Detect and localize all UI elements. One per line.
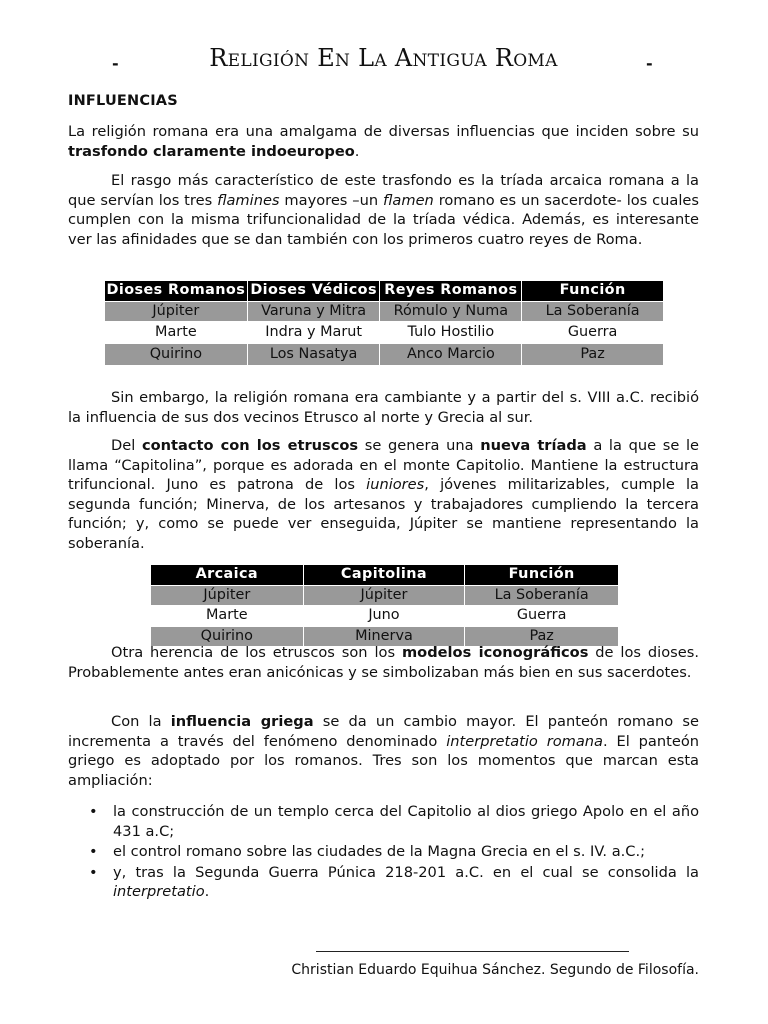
table-cell: Quirino <box>105 344 248 366</box>
table-cell: Júpiter <box>151 585 304 606</box>
table-cell: La Soberanía <box>522 301 664 322</box>
list-item: • el control romano sobre las ciudades de la Magna Grecia en el s. IV. a.C.; <box>89 843 646 861</box>
table-deities-1 <box>104 280 664 366</box>
table-header: Arcaica <box>151 565 304 586</box>
paragraph-5: Otra herencia de los etruscos son los modelos iconográficos de los dioses. Probablemente antes eran anicónicas y se simbolizaban más bien en sus sacerdotes. <box>68 644 699 681</box>
paragraph-2: El rasgo más característico de este trasfondo es la tríada arcaica romana a la que servían los tres flamines mayores –un flamen romano es un sacerdote- los cuales cumplen con la misma trifuncionalidad de la tríada védica. Además, es interesante ver las afinidades que se dan también con los primeros cuatro reyes de Roma. <box>68 172 700 248</box>
paragraph-3: Sin embargo, la religión romana era cambiante y a partir del s. VIII a.C. recibió la influencia de sus dos vecinos Etrusco al norte y Grecia al sur. <box>68 389 699 426</box>
title-dash-right: - <box>646 54 653 73</box>
table-cell: Marte <box>151 606 304 627</box>
table-row <box>105 322 664 344</box>
page-title: Religión En La Antigua Roma <box>209 44 558 72</box>
signature: Christian Eduardo Equihua Sánchez. Segundo de Filosofía. <box>291 962 699 978</box>
table-cell: Tulo Hostilio <box>380 322 522 344</box>
table-row <box>151 585 619 606</box>
bullet-icon: • <box>89 843 98 861</box>
table-cell: Guerra <box>465 606 619 627</box>
paragraph-4: Del contacto con los etruscos se genera una nueva tríada a la que se le llama “Capitolina”, porque es adorada en el monte Capitolio. Mantiene la estructura trifuncional. Juno es patrona de los iuniores, jóvenes militarizables, cumple la segunda función; Minerva, de los artesanos y trabajadores cumpliendo la tercera función; y, como se puede ver enseguida, Júpiter se mantiene representando la soberanía. <box>68 437 700 552</box>
table-header-row <box>105 281 664 302</box>
table-header-row <box>151 565 619 586</box>
table-cell: Marte <box>105 322 248 344</box>
table-cell: Júpiter <box>105 301 248 322</box>
table-cell: Juno <box>303 606 465 627</box>
table-cell: Quirino <box>151 626 304 647</box>
table-cell: Los Nasatya <box>247 344 380 366</box>
table-row <box>151 606 619 627</box>
table-cell: Minerva <box>303 626 465 647</box>
table-cell: La Soberanía <box>465 585 619 606</box>
section-heading: INFLUENCIAS <box>68 93 178 109</box>
table-cell: Varuna y Mitra <box>247 301 380 322</box>
list-item: • la construcción de un templo cerca del Capitolio al dios griego Apolo en el año 431 a.C; <box>89 803 699 840</box>
table-cell: Paz <box>522 344 664 366</box>
table-header: Dioses Védicos <box>247 281 380 302</box>
table-header: Reyes Romanos <box>380 281 522 302</box>
paragraph-6: Con la influencia griega se da un cambio mayor. El panteón romano se incrementa a través del fenómeno denominado interpretatio romana. El panteón griego es adoptado por los romanos. Tres son los momentos que marcan esta ampliación: <box>68 713 699 789</box>
table-cell: Paz <box>465 626 619 647</box>
title-dash-left: - <box>112 54 119 73</box>
paragraph-1: La religión romana era una amalgama de diversas influencias que inciden sobre su trasfondo claramente indoeuropeo. <box>68 123 699 160</box>
table-row <box>105 344 664 366</box>
table-header: Función <box>465 565 619 586</box>
signature-divider <box>316 951 629 952</box>
table-header: Dioses Romanos <box>105 281 248 302</box>
bullet-list <box>68 802 699 903</box>
table-triads <box>150 564 619 647</box>
table-cell: Rómulo y Numa <box>380 301 522 322</box>
table-row <box>105 301 664 322</box>
table-cell: Guerra <box>522 322 664 344</box>
bullet-icon: • <box>89 803 98 820</box>
table-cell: Júpiter <box>303 585 465 606</box>
list-item: • y, tras la Segunda Guerra Púnica 218-201 a.C. en el cual se consolida la interpretatio. <box>89 863 699 901</box>
table-cell: Anco Marcio <box>380 344 522 366</box>
table-cell: Indra y Marut <box>247 322 380 344</box>
table-header: Función <box>522 281 664 302</box>
bullet-icon: • <box>89 863 98 881</box>
table-header: Capitolina <box>303 565 465 586</box>
